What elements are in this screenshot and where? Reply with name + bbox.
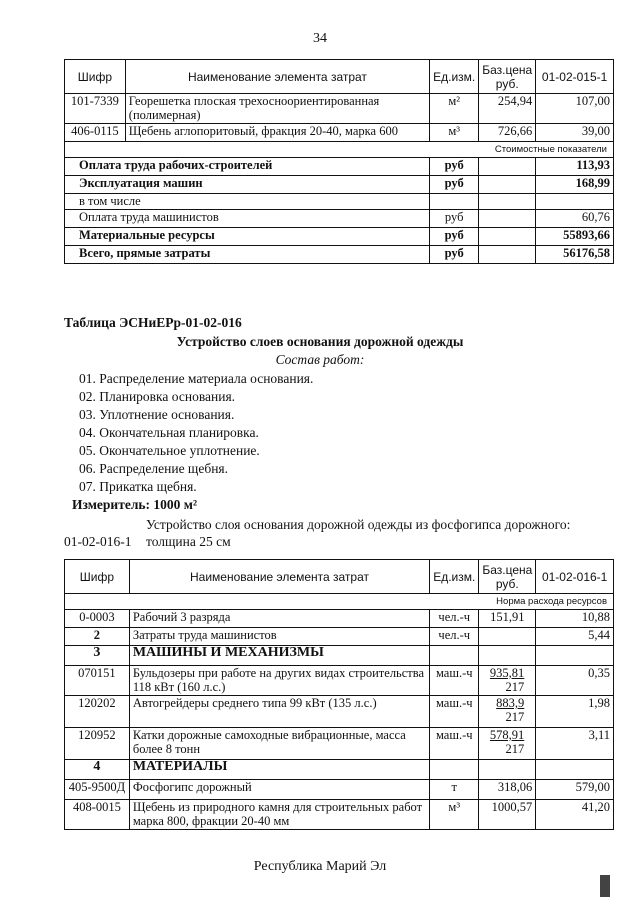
row-price [479,760,536,780]
summary-value: 60,76 [536,210,614,228]
price-value: 883,9 [496,696,525,710]
row-value: 39,00 [536,124,614,142]
summary-row [65,194,614,210]
list-item: 06. Распределение щебня. [79,461,229,476]
table-row [65,780,614,800]
price-value: 578,91 [489,728,525,742]
row-code: 405-9500Д [65,780,130,800]
row-price: 318,06 [479,780,536,800]
composition-title: Состав работ: [275,352,365,367]
summary-value: 168,99 [536,176,614,194]
row-code: 406-0115 [65,124,126,142]
table-row [65,94,614,124]
summary-name: в том числе [65,194,430,210]
summary-row [65,158,614,176]
row-code: 120952 [65,728,130,760]
row-code: 120202 [65,696,130,728]
list-item: 04. Окончательная планировка. [79,425,259,440]
table-row [65,696,614,728]
row-price: 1000,57 [479,800,536,830]
row-code: 3 [65,646,130,666]
header-name: Наименование элемента затрат [125,60,429,94]
group-heading: МАТЕРИАЛЫ [129,760,429,780]
price-divisor: 217 [505,710,525,724]
list-item: 05. Окончательное уплотнение. [79,443,260,458]
page-footer: Республика Марий Эл [253,859,387,874]
row-value: 579,00 [536,780,614,800]
group-heading-row [65,760,614,780]
summary-empty [536,194,614,210]
row-code: 2 [65,628,130,646]
list-item: 07. Прикатка щебня. [79,479,197,494]
row-code: 101-7339 [65,94,126,124]
summary-empty [479,194,536,210]
summary-name: Материальные ресурсы [65,228,430,246]
row-value [536,646,614,666]
list-item: 02. Планировка основания. [79,389,236,404]
row-price [479,646,536,666]
row-unit: м³ [430,124,479,142]
header-code: Шифр [65,560,130,594]
summary-empty [430,194,479,210]
norm-thickness: толщина 25 см [146,534,231,549]
header-code: Шифр [65,60,126,94]
summary-empty [479,210,536,228]
work-steps-list [79,370,313,496]
summary-row [65,228,614,246]
summary-unit: руб [430,210,479,228]
row-price: 254,94 [479,94,536,124]
row-name: Автогрейдеры среднего типа 99 кВт (135 л.с.) [129,696,429,728]
summary-empty [479,246,536,264]
table-row [65,728,614,760]
norm-description: Устройство слоя основания дорожной одежды из фосфогипса дорожного: [146,517,571,532]
row-value [536,760,614,780]
row-code: 070151 [65,666,130,696]
header-base-price: Баз.цена руб. [479,560,536,594]
measure-unit: Измеритель: 1000 м² [72,497,198,512]
summary-unit: руб [430,158,479,176]
list-item: 01. Распределение материала основания. [79,371,314,386]
row-unit [430,760,479,780]
row-value: 3,11 [536,728,614,760]
band-resource-norms: Норма расхода ресурсов [65,594,614,610]
row-value: 10,88 [536,610,614,628]
summary-value: 56176,58 [536,246,614,264]
row-value: 5,44 [536,628,614,646]
group-heading-row [65,646,614,666]
summary-unit: руб [430,228,479,246]
price-divisor: 217 [505,742,525,756]
row-unit: маш.-ч [430,696,479,728]
row-value: 1,98 [536,696,614,728]
row-price: 151,91 [479,610,536,628]
row-unit: чел.-ч [430,610,479,628]
summary-row [65,210,614,228]
page-number: 34 [313,31,327,46]
summary-empty [479,158,536,176]
summary-value: 113,93 [536,158,614,176]
row-unit [430,646,479,666]
table-row [65,610,614,628]
row-code: 0-0003 [65,610,130,628]
row-name: Щебень аглопоритовый, фракция 20-40, марка 600 [125,124,429,142]
header-norm-code: 01-02-016-1 [536,560,614,594]
row-name: Георешетка плоская трехосноориентированная (полимерная) [125,94,429,124]
cost-table-015 [64,59,614,264]
row-code: 4 [65,760,130,780]
group-heading: МАШИНЫ И МЕХАНИЗМЫ [129,646,429,666]
row-name: Рабочий 3 разряда [129,610,429,628]
header-unit: Ед.изм. [430,560,479,594]
row-value: 41,20 [536,800,614,830]
row-unit: маш.-ч [430,666,479,696]
summary-unit: руб [430,176,479,194]
table-label: Таблица ЭСНиЕРр-01-02-016 [64,315,242,330]
band-cost-indicators: Стоимостные показатели [65,142,614,158]
list-item: 03. Уплотнение основания. [79,407,235,422]
row-code: 408-0015 [65,800,130,830]
row-price [479,628,536,646]
row-name: Затраты труда машинистов [129,628,429,646]
table-row [65,800,614,830]
summary-value: 55893,66 [536,228,614,246]
table-row [65,666,614,696]
header-norm-code: 01-02-015-1 [536,60,614,94]
summary-empty [479,228,536,246]
price-value: 935,81 [489,666,525,680]
row-unit: т [430,780,479,800]
summary-name: Оплата труда машинистов [65,210,430,228]
norm-code: 01-02-016-1 [64,534,132,549]
row-value: 107,00 [536,94,614,124]
row-unit: м² [430,94,479,124]
row-unit: м³ [430,800,479,830]
price-divisor: 217 [505,680,525,694]
summary-unit: руб [430,246,479,264]
resource-table-016 [64,559,614,830]
row-price: 726,66 [479,124,536,142]
header-unit: Ед.изм. [430,60,479,94]
summary-name: Оплата труда рабочих-строителей [65,158,430,176]
summary-name: Эксплуатация машин [65,176,430,194]
row-price [479,728,536,760]
row-price [479,666,536,696]
header-name: Наименование элемента затрат [129,560,429,594]
summary-empty [479,176,536,194]
row-name: Фосфогипс дорожный [129,780,429,800]
row-name: Бульдозеры при работе на других видах строительства 118 кВт (160 л.с.) [129,666,429,696]
table-row [65,124,614,142]
summary-row [65,246,614,264]
row-unit: чел.-ч [430,628,479,646]
row-unit: маш.-ч [430,728,479,760]
section-title: Устройство слоев основания дорожной одежды [176,334,464,349]
table-row [65,628,614,646]
row-name: Щебень из природного камня для строительных работ марка 800, фракции 20-40 мм [129,800,429,830]
row-name: Катки дорожные самоходные вибрационные, масса более 8 тонн [129,728,429,760]
edge-mark [600,875,610,897]
summary-row [65,176,614,194]
row-price [479,696,536,728]
summary-name: Всего, прямые затраты [65,246,430,264]
header-base-price: Баз.цена руб. [479,60,536,94]
row-value: 0,35 [536,666,614,696]
